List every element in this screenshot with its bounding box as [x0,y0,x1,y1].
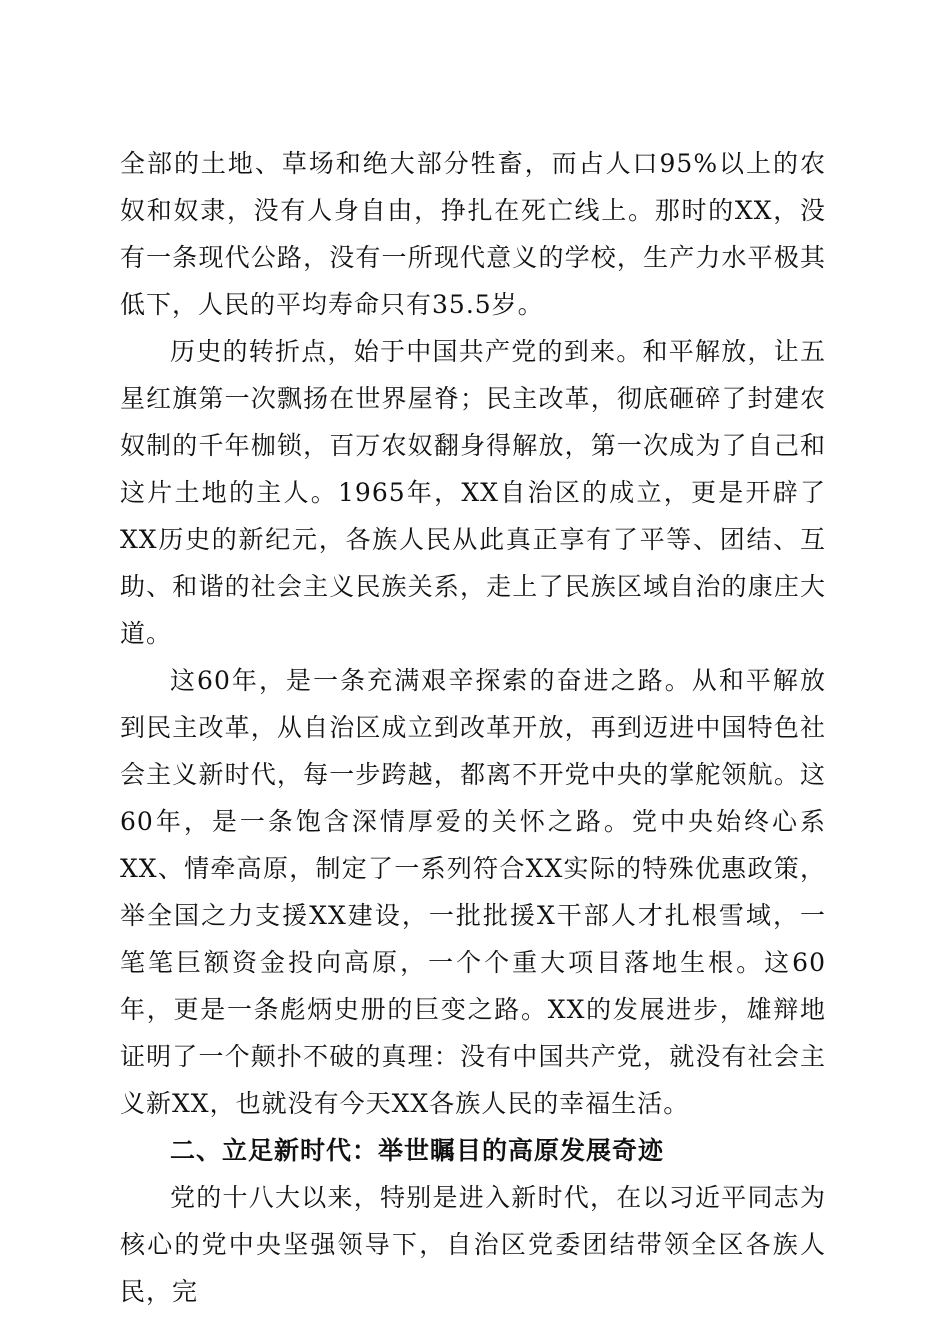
paragraph-continuation: 全部的土地、草场和绝大部分牲畜，而占人口95%以上的农奴和奴隶，没有人身自由，挣扎在死亡线上。那时的XX，没有一条现代公路，没有一所现代意义的学校，生产力水平极其低下，人民的平均寿命只有35.5岁。 [120,149,826,319]
paragraph-turning-point: 历史的转折点，始于中国共产党的到来。和平解放，让五星红旗第一次飘扬在世界屋脊；民主改革，彻底砸碎了封建农奴制的千年枷锁，百万农奴翻身得解放，第一次成为了自己和这片土地的主人。1965年，XX自治区的成立，更是开辟了XX历史的新纪元，各族人民从此真正享有了平等、团结、互助、和谐的社会主义民族关系，走上了民族区域自治的康庄大道。 [120,337,826,648]
document-body [120,140,826,1315]
section-heading: 二、立足新时代：举世瞩目的高原发展奇迹 [170,1136,665,1165]
paragraph-new-era: 党的十八大以来，特别是进入新时代，在以习近平同志为核心的党中央坚强领导下，自治区党委团结带领全区各族人民，完 [120,1183,826,1306]
paragraph-sixty-years: 这60年，是一条充满艰辛探索的奋进之路。从和平解放到民主改革，从自治区成立到改革开放，再到迈进中国特色社会主义新时代，每一步跨越，都离不开党中央的掌舵领航。这60年，是一条饱含深情厚爱的关怀之路。党中央始终心系XX、情牵高原，制定了一系列符合XX实际的特殊优惠政策，举全国之力支援XX建设，一批批援X干部人才扎根雪域，一笔笔巨额资金投向高原，一个个重大项目落地生根。这60年，更是一条彪炳史册的巨变之路。XX的发展进步，雄辩地证明了一个颠扑不破的真理：没有中国共产党，就没有社会主义新XX，也就没有今天XX各族人民的幸福生活。 [120,666,826,1118]
